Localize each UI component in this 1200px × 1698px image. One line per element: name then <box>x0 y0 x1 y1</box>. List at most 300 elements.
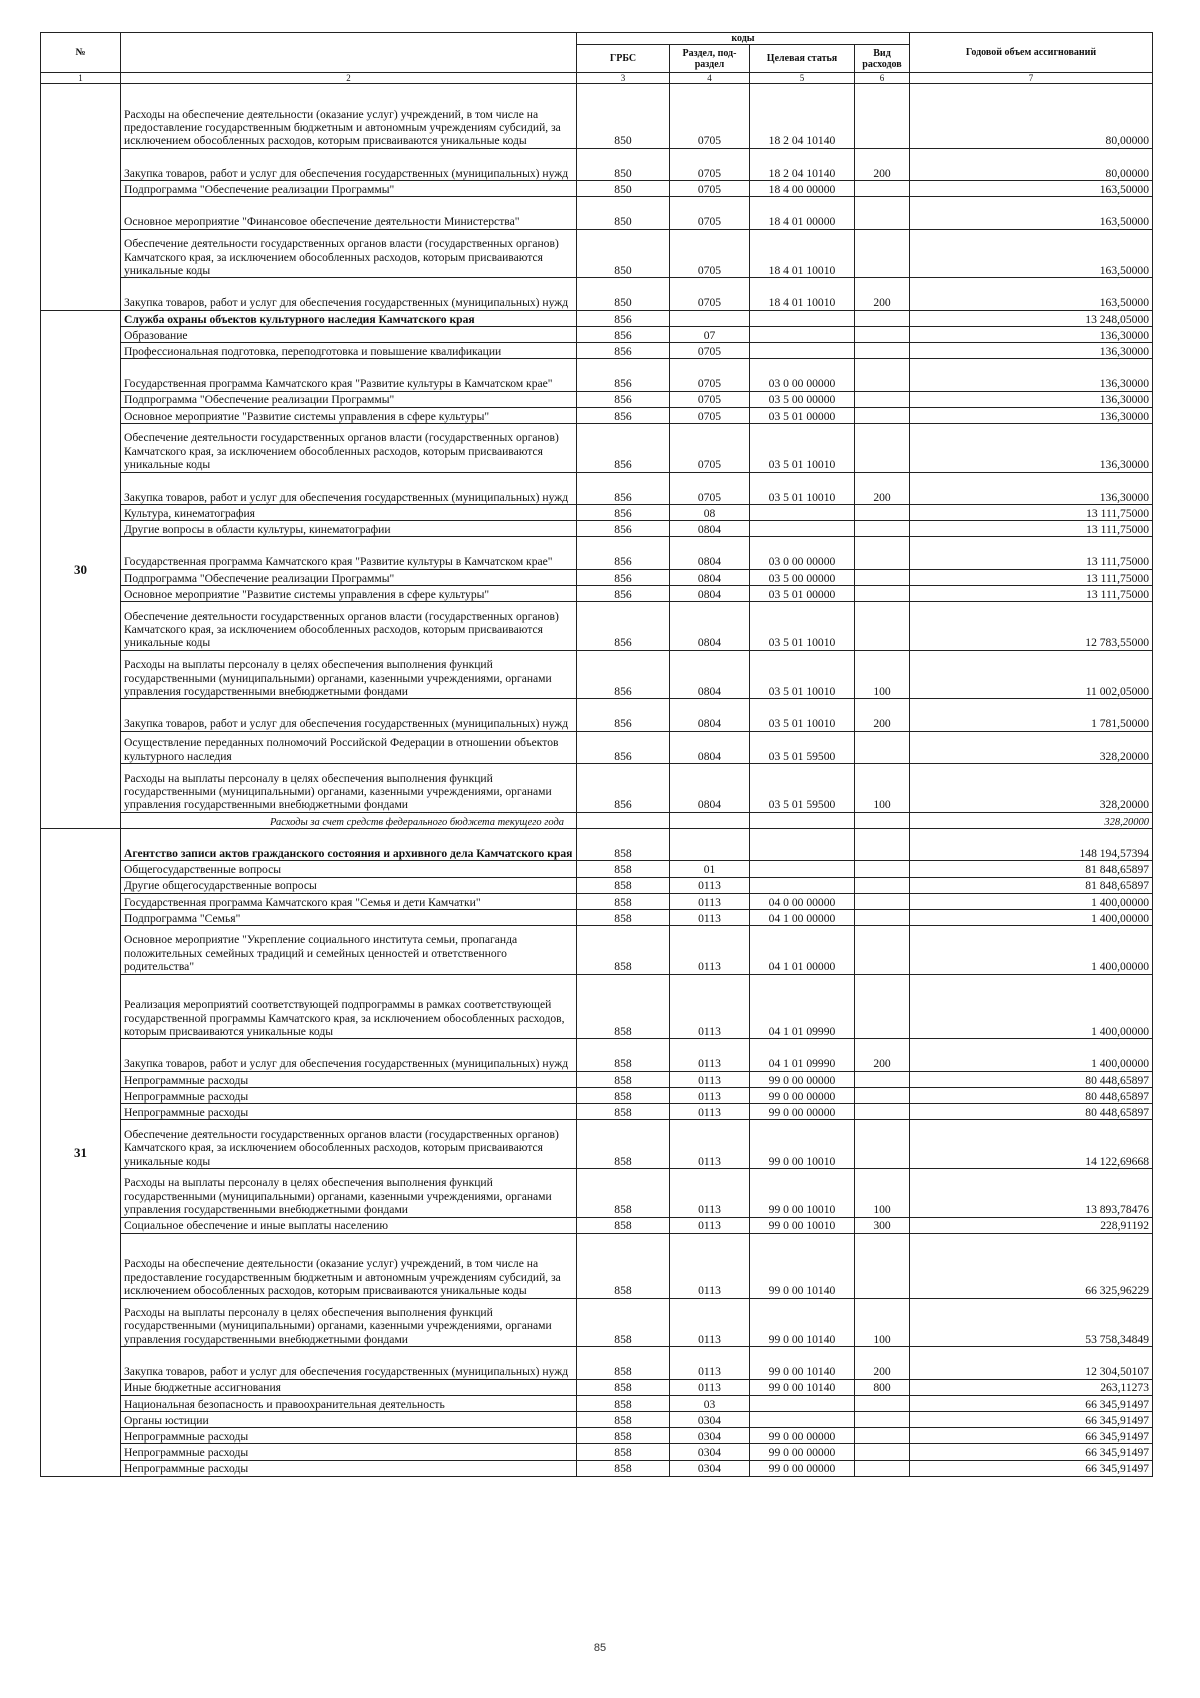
expense-name: Органы юстиции <box>121 1411 577 1427</box>
table-row <box>41 343 1153 359</box>
grbs-code: 856 <box>577 521 670 537</box>
table-row <box>41 229 1153 278</box>
expense-name: Государственная программа Камчатского края "Семья и дети Камчатки" <box>121 893 577 909</box>
target-code <box>750 1411 855 1427</box>
expense-type-code <box>855 343 910 359</box>
annual-amount: 80,00000 <box>910 148 1153 180</box>
expense-name: Закупка товаров, работ и услуг для обеспечения государственных (муниципальных) нужд <box>121 1347 577 1379</box>
grbs-code: 856 <box>577 764 670 813</box>
table-row <box>41 1411 1153 1427</box>
grbs-code <box>577 812 670 828</box>
expense-name: Расходы на выплаты персоналу в целях обеспечения выполнения функций государственными (муниципальными) органами, казенными учреждениями, органами управления государственными внебюджетными фондами <box>121 650 577 699</box>
annual-amount: 13 111,75000 <box>910 505 1153 521</box>
expense-type-code <box>855 1460 910 1476</box>
expense-type-code: 200 <box>855 1039 910 1071</box>
section-code: 0113 <box>670 877 750 893</box>
column-number-row <box>41 73 1153 84</box>
expense-name: Закупка товаров, работ и услуг для обеспечения государственных (муниципальных) нужд <box>121 472 577 504</box>
annual-amount: 148 194,57394 <box>910 828 1153 860</box>
table-row <box>41 909 1153 925</box>
target-code: 99 0 00 10010 <box>750 1217 855 1233</box>
expense-name: Общегосударственные вопросы <box>121 861 577 877</box>
header-name <box>121 33 577 73</box>
section-code: 0113 <box>670 974 750 1039</box>
target-code: 18 4 01 10010 <box>750 229 855 278</box>
grbs-code: 850 <box>577 229 670 278</box>
section-code <box>670 310 750 326</box>
table-header <box>41 33 1153 84</box>
annual-amount: 12 304,50107 <box>910 1347 1153 1379</box>
target-code <box>750 505 855 521</box>
target-code: 03 5 01 59500 <box>750 764 855 813</box>
grbs-code: 858 <box>577 877 670 893</box>
annual-amount: 80,00000 <box>910 84 1153 149</box>
section-code: 0304 <box>670 1460 750 1476</box>
target-code: 03 5 01 10010 <box>750 650 855 699</box>
section-code: 0705 <box>670 407 750 423</box>
grbs-code: 856 <box>577 407 670 423</box>
target-code: 99 0 00 10140 <box>750 1298 855 1347</box>
grbs-code: 856 <box>577 602 670 651</box>
table-row <box>41 1395 1153 1411</box>
section-code: 0705 <box>670 391 750 407</box>
expense-type-code <box>855 181 910 197</box>
table-row <box>41 1347 1153 1379</box>
table-row <box>41 586 1153 602</box>
expense-type-code <box>855 926 910 975</box>
target-code: 04 1 01 09990 <box>750 1039 855 1071</box>
grbs-code: 858 <box>577 861 670 877</box>
header-no: № <box>41 33 121 73</box>
expense-name: Государственная программа Камчатского края "Развитие культуры в Камчатском крае" <box>121 537 577 569</box>
expense-type-code <box>855 909 910 925</box>
table-row <box>41 569 1153 585</box>
grbs-code: 858 <box>577 974 670 1039</box>
expense-name: Служба охраны объектов культурного наследия Камчатского края <box>121 310 577 326</box>
annual-amount: 80 448,65897 <box>910 1071 1153 1087</box>
expense-name: Осуществление переданных полномочий Российской Федерации в отношении объектов культурного наследия <box>121 731 577 763</box>
section-code: 0113 <box>670 926 750 975</box>
annual-amount: 13 893,78476 <box>910 1169 1153 1218</box>
table-row <box>41 1444 1153 1460</box>
annual-amount: 136,30000 <box>910 407 1153 423</box>
expense-type-code <box>855 1395 910 1411</box>
grbs-code: 858 <box>577 1347 670 1379</box>
annual-amount: 66 345,91497 <box>910 1428 1153 1444</box>
expense-name: Основное мероприятие "Укрепление социального института семьи, пропаганда положительных семейных традиций и семейных ценностей и ответственного родительства" <box>121 926 577 975</box>
table-row <box>41 1071 1153 1087</box>
expense-name: Обеспечение деятельности государственных органов власти (государственных органов) Камчатского края, за исключением обособленных расходов, которым присваиваются уникальные коды <box>121 424 577 473</box>
target-code: 18 4 01 00000 <box>750 197 855 229</box>
annual-amount: 163,50000 <box>910 229 1153 278</box>
grbs-code: 856 <box>577 472 670 504</box>
annual-amount: 163,50000 <box>910 197 1153 229</box>
expense-type-code: 300 <box>855 1217 910 1233</box>
annual-amount: 328,20000 <box>910 764 1153 813</box>
expense-type-code <box>855 505 910 521</box>
grbs-code: 858 <box>577 1233 670 1298</box>
target-code: 03 0 00 00000 <box>750 359 855 391</box>
grbs-code: 856 <box>577 343 670 359</box>
target-code <box>750 343 855 359</box>
section-code: 0705 <box>670 229 750 278</box>
annual-amount: 328,20000 <box>910 731 1153 763</box>
expense-name: Другие вопросы в области культуры, кинематографии <box>121 521 577 537</box>
expense-name: Непрограммные расходы <box>121 1460 577 1476</box>
target-code: 18 2 04 10140 <box>750 84 855 149</box>
header-target: Целевая статья <box>750 45 855 73</box>
expense-name: Обеспечение деятельности государственных органов власти (государственных органов) Камчатского края, за исключением обособленных расходов, которым присваиваются уникальные коды <box>121 1120 577 1169</box>
expense-type-code <box>855 1428 910 1444</box>
expense-name: Расходы на выплаты персоналу в целях обеспечения выполнения функций государственными (муниципальными) органами, казенными учреждениями, органами управления государственными внебюджетными фондами <box>121 1169 577 1218</box>
grbs-code: 858 <box>577 1411 670 1427</box>
target-code <box>750 812 855 828</box>
target-code: 03 5 01 59500 <box>750 731 855 763</box>
target-code <box>750 326 855 342</box>
table-row <box>41 537 1153 569</box>
expense-name: Расходы за счет средств федерального бюджета текущего года <box>121 812 577 828</box>
table-row <box>41 278 1153 310</box>
grbs-code: 858 <box>577 1169 670 1218</box>
target-code: 04 1 01 00000 <box>750 926 855 975</box>
target-code: 03 5 00 00000 <box>750 569 855 585</box>
grbs-code: 858 <box>577 1039 670 1071</box>
expense-type-code <box>855 1120 910 1169</box>
expense-name: Государственная программа Камчатского края "Развитие культуры в Камчатском крае" <box>121 359 577 391</box>
grbs-code: 856 <box>577 569 670 585</box>
expense-type-code <box>855 229 910 278</box>
annual-amount: 80 448,65897 <box>910 1088 1153 1104</box>
section-code <box>670 828 750 860</box>
grbs-code: 858 <box>577 1444 670 1460</box>
table-row <box>41 1120 1153 1169</box>
target-code: 03 5 01 10010 <box>750 424 855 473</box>
table-row <box>41 1039 1153 1071</box>
section-code: 0705 <box>670 278 750 310</box>
expense-type-code: 100 <box>855 1169 910 1218</box>
table-row <box>41 148 1153 180</box>
section-code: 0113 <box>670 1233 750 1298</box>
section-code: 0804 <box>670 537 750 569</box>
column-number: 2 <box>121 73 577 84</box>
section-code: 0705 <box>670 343 750 359</box>
expense-name: Непрограммные расходы <box>121 1088 577 1104</box>
target-code: 99 0 00 10140 <box>750 1347 855 1379</box>
annual-amount: 328,20000 <box>910 812 1153 828</box>
annual-amount: 1 400,00000 <box>910 1039 1153 1071</box>
table-row <box>41 1104 1153 1120</box>
target-code <box>750 310 855 326</box>
grbs-code: 858 <box>577 1217 670 1233</box>
target-code: 04 1 01 09990 <box>750 974 855 1039</box>
annual-amount: 163,50000 <box>910 181 1153 197</box>
annual-amount: 1 400,00000 <box>910 909 1153 925</box>
table-row <box>41 764 1153 813</box>
table-row <box>41 84 1153 149</box>
annual-amount: 66 345,91497 <box>910 1460 1153 1476</box>
table-row <box>41 505 1153 521</box>
expense-name: Подпрограмма "Обеспечение реализации Программы" <box>121 391 577 407</box>
expense-type-code <box>855 537 910 569</box>
target-code: 99 0 00 10140 <box>750 1233 855 1298</box>
section-code: 0304 <box>670 1428 750 1444</box>
grbs-code: 850 <box>577 148 670 180</box>
expense-type-code <box>855 1071 910 1087</box>
target-code: 03 5 01 10010 <box>750 699 855 731</box>
table-row <box>41 893 1153 909</box>
table-row <box>41 812 1153 828</box>
grbs-code: 856 <box>577 505 670 521</box>
header-type: Вид расходов <box>855 45 910 73</box>
table-row <box>41 407 1153 423</box>
expense-type-code: 100 <box>855 764 910 813</box>
target-code: 99 0 00 00000 <box>750 1444 855 1460</box>
annual-amount: 136,30000 <box>910 359 1153 391</box>
section-code: 08 <box>670 505 750 521</box>
section-code: 0113 <box>670 1039 750 1071</box>
target-code <box>750 877 855 893</box>
expense-type-code: 200 <box>855 278 910 310</box>
grbs-code: 858 <box>577 828 670 860</box>
expense-name: Агентство записи актов гражданского состояния и архивного дела Камчатского края <box>121 828 577 860</box>
annual-amount: 12 783,55000 <box>910 602 1153 651</box>
annual-amount: 81 848,65897 <box>910 877 1153 893</box>
budget-table <box>40 32 1153 1477</box>
section-code: 0705 <box>670 197 750 229</box>
section-code: 0113 <box>670 1379 750 1395</box>
table-row <box>41 1298 1153 1347</box>
target-code <box>750 861 855 877</box>
annual-amount: 228,91192 <box>910 1217 1153 1233</box>
annual-amount: 163,50000 <box>910 278 1153 310</box>
section-code: 0113 <box>670 1347 750 1379</box>
table-row <box>41 1088 1153 1104</box>
grbs-code: 858 <box>577 1071 670 1087</box>
target-code: 03 5 00 00000 <box>750 391 855 407</box>
section-code: 0705 <box>670 181 750 197</box>
expense-name: Образование <box>121 326 577 342</box>
section-code: 0705 <box>670 84 750 149</box>
annual-amount: 263,11273 <box>910 1379 1153 1395</box>
grbs-code: 850 <box>577 84 670 149</box>
grbs-code: 856 <box>577 699 670 731</box>
expense-type-code <box>855 1444 910 1460</box>
section-code: 0804 <box>670 586 750 602</box>
expense-type-code <box>855 1411 910 1427</box>
annual-amount: 1 781,50000 <box>910 699 1153 731</box>
grbs-code: 858 <box>577 1395 670 1411</box>
expense-name: Закупка товаров, работ и услуг для обеспечения государственных (муниципальных) нужд <box>121 699 577 731</box>
table-row <box>41 877 1153 893</box>
column-number: 5 <box>750 73 855 84</box>
grbs-code: 858 <box>577 909 670 925</box>
expense-type-code <box>855 197 910 229</box>
grbs-code: 858 <box>577 1460 670 1476</box>
expense-type-code: 200 <box>855 472 910 504</box>
expense-type-code <box>855 310 910 326</box>
table-row <box>41 391 1153 407</box>
column-number: 3 <box>577 73 670 84</box>
expense-type-code <box>855 731 910 763</box>
expense-type-code <box>855 861 910 877</box>
grbs-code: 856 <box>577 310 670 326</box>
table-row <box>41 699 1153 731</box>
expense-name: Расходы на обеспечение деятельности (оказание услуг) учреждений, в том числе на предоставление государственным бюджетным и автономным учреждениям субсидий, за исключением обособленных расходов, которым присваиваются уникальные коды <box>121 84 577 149</box>
expense-type-code <box>855 1233 910 1298</box>
section-code: 07 <box>670 326 750 342</box>
section-code: 03 <box>670 1395 750 1411</box>
annual-amount: 13 111,75000 <box>910 569 1153 585</box>
table-row <box>41 1460 1153 1476</box>
section-code: 0804 <box>670 521 750 537</box>
table-row <box>41 181 1153 197</box>
column-number: 1 <box>41 73 121 84</box>
expense-type-code <box>855 407 910 423</box>
annual-amount: 136,30000 <box>910 343 1153 359</box>
target-code <box>750 521 855 537</box>
annual-amount: 136,30000 <box>910 472 1153 504</box>
expense-type-code <box>855 1104 910 1120</box>
section-code: 0113 <box>670 893 750 909</box>
expense-name: Иные бюджетные ассигнования <box>121 1379 577 1395</box>
row-number: 30 <box>41 310 121 828</box>
section-code: 0113 <box>670 1088 750 1104</box>
target-code: 99 0 00 10140 <box>750 1379 855 1395</box>
column-number: 4 <box>670 73 750 84</box>
section-code: 01 <box>670 861 750 877</box>
expense-name: Основное мероприятие "Финансовое обеспечение деятельности Министерства" <box>121 197 577 229</box>
grbs-code: 850 <box>577 197 670 229</box>
page-number: 85 <box>593 1642 607 1654</box>
expense-type-code <box>855 326 910 342</box>
section-code: 0113 <box>670 1071 750 1087</box>
table-row <box>41 602 1153 651</box>
table-row <box>41 359 1153 391</box>
grbs-code: 858 <box>577 1088 670 1104</box>
expense-type-code <box>855 974 910 1039</box>
expense-name: Закупка товаров, работ и услуг для обеспечения государственных (муниципальных) нужд <box>121 148 577 180</box>
target-code: 03 5 01 00000 <box>750 586 855 602</box>
expense-type-code <box>855 391 910 407</box>
annual-amount: 136,30000 <box>910 326 1153 342</box>
section-code: 0113 <box>670 1298 750 1347</box>
target-code: 99 0 00 10010 <box>750 1169 855 1218</box>
expense-type-code <box>855 877 910 893</box>
expense-name: Непрограммные расходы <box>121 1428 577 1444</box>
expense-name: Обеспечение деятельности государственных органов власти (государственных органов) Камчатского края, за исключением обособленных расходов, которым присваиваются уникальные коды <box>121 229 577 278</box>
section-code: 0705 <box>670 148 750 180</box>
section-code: 0113 <box>670 1104 750 1120</box>
table-row <box>41 521 1153 537</box>
section-code: 0804 <box>670 602 750 651</box>
expense-name: Подпрограмма "Обеспечение реализации Программы" <box>121 569 577 585</box>
annual-amount: 13 111,75000 <box>910 586 1153 602</box>
expense-name: Профессиональная подготовка, переподготовка и повышение квалификации <box>121 343 577 359</box>
annual-amount: 81 848,65897 <box>910 861 1153 877</box>
table-row <box>41 650 1153 699</box>
target-code: 99 0 00 00000 <box>750 1088 855 1104</box>
expense-name: Расходы на выплаты персоналу в целях обеспечения выполнения функций государственными (муниципальными) органами, казенными учреждениями, органами управления государственными внебюджетными фондами <box>121 764 577 813</box>
target-code <box>750 1395 855 1411</box>
expense-type-code <box>855 1088 910 1104</box>
grbs-code: 850 <box>577 278 670 310</box>
section-code: 0705 <box>670 472 750 504</box>
section-code <box>670 812 750 828</box>
target-code: 18 4 00 00000 <box>750 181 855 197</box>
section-code: 0304 <box>670 1444 750 1460</box>
section-code: 0705 <box>670 424 750 473</box>
section-code: 0804 <box>670 569 750 585</box>
table-row <box>41 1379 1153 1395</box>
table-row <box>41 472 1153 504</box>
table-body <box>41 84 1153 1477</box>
annual-amount: 13 248,05000 <box>910 310 1153 326</box>
annual-amount: 13 111,75000 <box>910 521 1153 537</box>
grbs-code: 856 <box>577 731 670 763</box>
expense-name: Подпрограмма "Обеспечение реализации Программы" <box>121 181 577 197</box>
expense-type-code <box>855 424 910 473</box>
expense-type-code: 200 <box>855 699 910 731</box>
section-code: 0804 <box>670 764 750 813</box>
grbs-code: 856 <box>577 537 670 569</box>
table-row <box>41 926 1153 975</box>
annual-amount: 136,30000 <box>910 391 1153 407</box>
annual-amount: 66 345,91497 <box>910 1444 1153 1460</box>
table-row <box>41 326 1153 342</box>
target-code: 03 5 01 00000 <box>750 407 855 423</box>
expense-name: Реализация мероприятий соответствующей подпрограммы в рамках соответствующей государственной программы Камчатского края, за исключением обособленных расходов, которым присваиваются уникальные коды <box>121 974 577 1039</box>
section-code: 0113 <box>670 1120 750 1169</box>
grbs-code: 858 <box>577 1120 670 1169</box>
target-code: 99 0 00 00000 <box>750 1104 855 1120</box>
expense-type-code: 800 <box>855 1379 910 1395</box>
grbs-code: 856 <box>577 424 670 473</box>
expense-type-code <box>855 828 910 860</box>
expense-name: Непрограммные расходы <box>121 1071 577 1087</box>
expense-type-code <box>855 359 910 391</box>
grbs-code: 856 <box>577 359 670 391</box>
column-number: 7 <box>910 73 1153 84</box>
expense-type-code <box>855 893 910 909</box>
annual-amount: 1 400,00000 <box>910 926 1153 975</box>
expense-name: Основное мероприятие "Развитие системы управления в сфере культуры" <box>121 407 577 423</box>
target-code: 03 5 01 10010 <box>750 602 855 651</box>
grbs-code: 856 <box>577 586 670 602</box>
expense-name: Обеспечение деятельности государственных органов власти (государственных органов) Камчатского края, за исключением обособленных расходов, которым присваиваются уникальные коды <box>121 602 577 651</box>
expense-name: Социальное обеспечение и иные выплаты населению <box>121 1217 577 1233</box>
target-code <box>750 828 855 860</box>
expense-name: Другие общегосударственные вопросы <box>121 877 577 893</box>
header-codes: коды <box>577 33 910 45</box>
row-number: 31 <box>41 828 121 1476</box>
target-code: 18 4 01 10010 <box>750 278 855 310</box>
section-code: 0113 <box>670 909 750 925</box>
row-number <box>41 84 121 311</box>
section-code: 0804 <box>670 699 750 731</box>
annual-amount: 1 400,00000 <box>910 974 1153 1039</box>
expense-type-code: 200 <box>855 1347 910 1379</box>
expense-type-code <box>855 569 910 585</box>
expense-name: Национальная безопасность и правоохранительная деятельность <box>121 1395 577 1411</box>
grbs-code: 856 <box>577 326 670 342</box>
target-code: 04 1 00 00000 <box>750 909 855 925</box>
grbs-code: 858 <box>577 1428 670 1444</box>
expense-name: Расходы на выплаты персоналу в целях обеспечения выполнения функций государственными (муниципальными) органами, казенными учреждениями, органами управления государственными внебюджетными фондами <box>121 1298 577 1347</box>
section-code: 0804 <box>670 731 750 763</box>
table-row <box>41 731 1153 763</box>
table-row <box>41 974 1153 1039</box>
annual-amount: 66 325,96229 <box>910 1233 1153 1298</box>
